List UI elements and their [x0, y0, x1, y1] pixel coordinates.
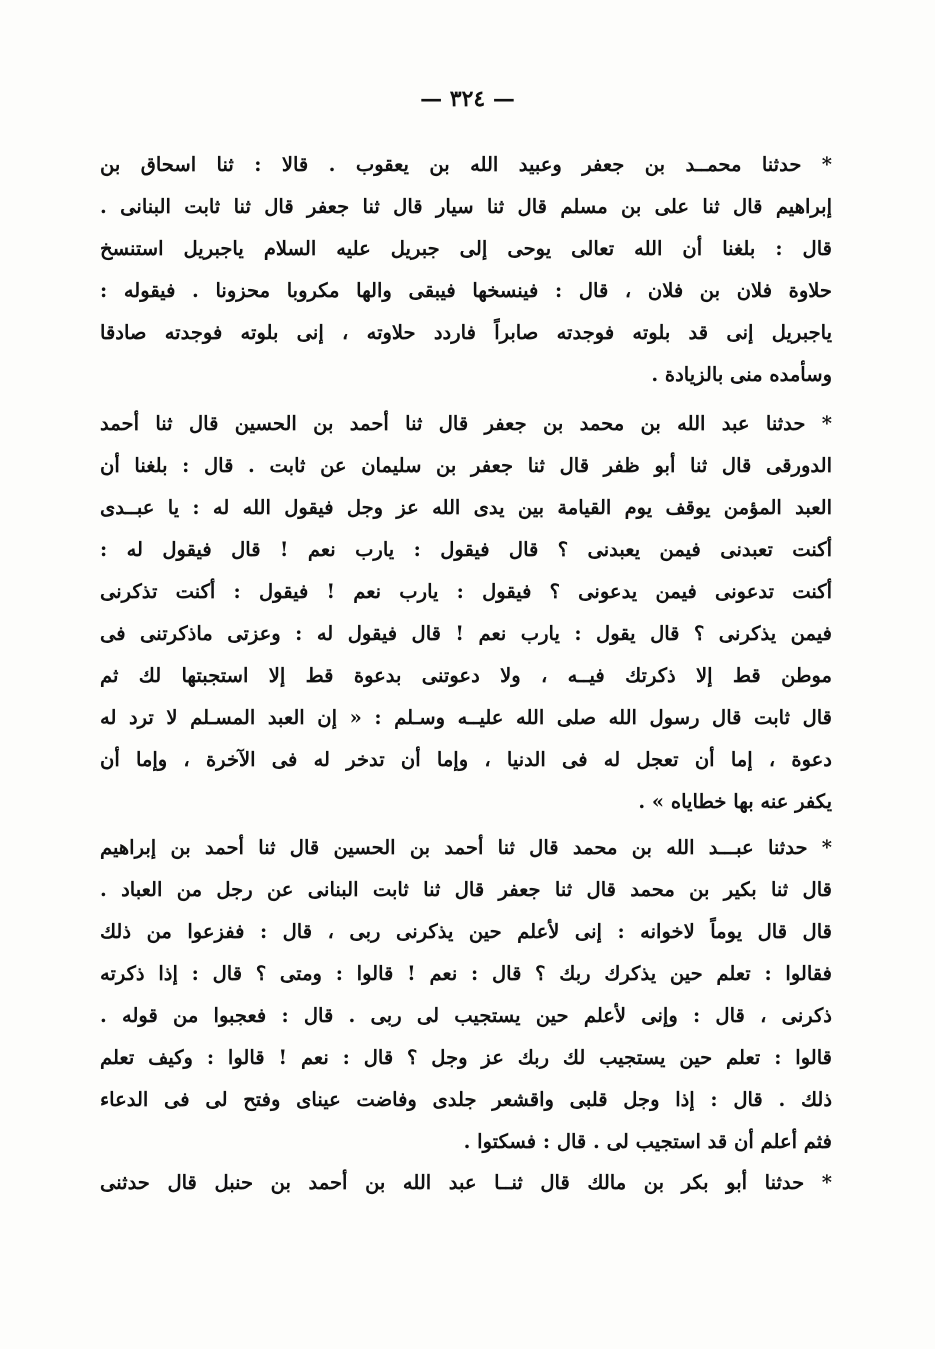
text-line: إبراهيم قال ثنا على بن مسلم قال ثنا سيار قال ثنا جعفر قال ثنا ثابت البنانى . — [100, 195, 832, 218]
text-line: قال قال يوماً لاخوانه : إنى لأعلم حين يذكرنى ربى ، قال : ففزعوا من ذلك — [100, 920, 832, 943]
text-line: * حدثنا عبـــد الله بن محمد قال ثنا أحمد بن الحسين قال ثنا أحمد بن إبراهيم — [100, 836, 832, 859]
text-line: قالوا : تعلم حين يستجيب لك ربك عز وجل ؟ قال : نعم ! قالوا : وكيف تعلم — [100, 1046, 832, 1069]
text-line: * حدثنا محمــد بن جعفر وعبيد الله بن يعقوب . قالا : ثنا اسحاق بن — [100, 153, 832, 176]
page-number: — ٣٢٤ — — [420, 86, 515, 112]
text-line: قال : بلغنا أن الله تعالى يوحى إلى جبريل عليه السلام ياجبريل استنسخ — [100, 237, 832, 260]
text-line: الدورقى قال ثنا أبو ظفر قال ثنا جعفر بن سليمان عن ثابت . قال : بلغنا أن — [100, 454, 832, 477]
text-line: * حدثنا أبو بكر بن مالك قال ثنــا عبد الله بن أحمد بن حنبل قال حدثنى — [100, 1171, 832, 1194]
text-line: * حدثنا عبد الله بن محمد بن جعفر قال ثنا أحمد بن الحسين قال ثنا أحمد — [100, 412, 832, 435]
paragraph-4 — [100, 1162, 832, 1204]
text-line: ذكرنى ، قال : وإنى لأعلم حين يستجيب لى ربى . قال : فعجبوا من قوله . — [100, 1004, 832, 1027]
text-line: ياجبريل إنى قد بلوته فوجدته صابراً فاردد حلاوته ، إنى بلوته فوجدته صادقا — [100, 321, 832, 344]
text-line: فثم أعلم أن قد استجيب لى . قال : فسكتوا . — [463, 1130, 832, 1153]
text-line: أكنت تدعونى فيمن يدعونى ؟ فيقول : يارب نعم ! فيقول : أكنت تذكرنى — [100, 580, 832, 603]
text-line: قال ثنا بكير بن محمد قال ثنا جعفر قال ثنا ثابت البنانى عن رجل من العباد . — [100, 878, 832, 901]
text-line: أكنت تعبدنى فيمن يعبدنى ؟ قال فيقول : يارب نعم ! قال فيقول له : — [100, 538, 832, 561]
text-line: دعوة ، إما أن تعجل له فى الدنيا ، وإما أن تدخر له فى الآخرة ، وإما أن — [100, 748, 832, 771]
text-line: حلاوة فلان بن فلان ، قال : فينسخها فيبقى والها مكروبا محزونا . فيقوله : — [100, 279, 832, 302]
paragraph-3 — [100, 827, 832, 1163]
paragraph-1 — [100, 144, 832, 396]
text-line: العبد المؤمن يوقف يوم القيامة بين يدى الله عز وجل فيقول الله له : يا عبــدى — [100, 496, 832, 519]
paragraph-2 — [100, 403, 832, 823]
text-line: فيمن يذكرنى ؟ قال يقول : يارب نعم ! قال فيقول له : وعزتى ماذكرتنى فى — [100, 622, 832, 645]
text-line: فقالوا : تعلم حين يذكرك ربك ؟ قال : نعم ! قالوا : ومتى ؟ قال : إذا ذكرته — [100, 962, 832, 985]
text-line: يكفر عنه بها خطاياه » . — [638, 790, 832, 813]
text-line: وسأمده منى بالزيادة . — [651, 363, 832, 386]
text-line: ذلك . قال : إذا وجل قلبى واقشعر جلدى وفاضت عيناى وفتح لى فى الدعاء — [100, 1088, 832, 1111]
text-line: قال ثابت قال رسول الله صلى الله عليــه وسـلم : « إن العبد المسـلم لا ترد له — [100, 706, 832, 729]
text-line: موطن قط إلا ذكرتك فيــه ، ولا دعوتنى بدعوة قط إلا استجبتها لك ثم — [100, 664, 832, 687]
